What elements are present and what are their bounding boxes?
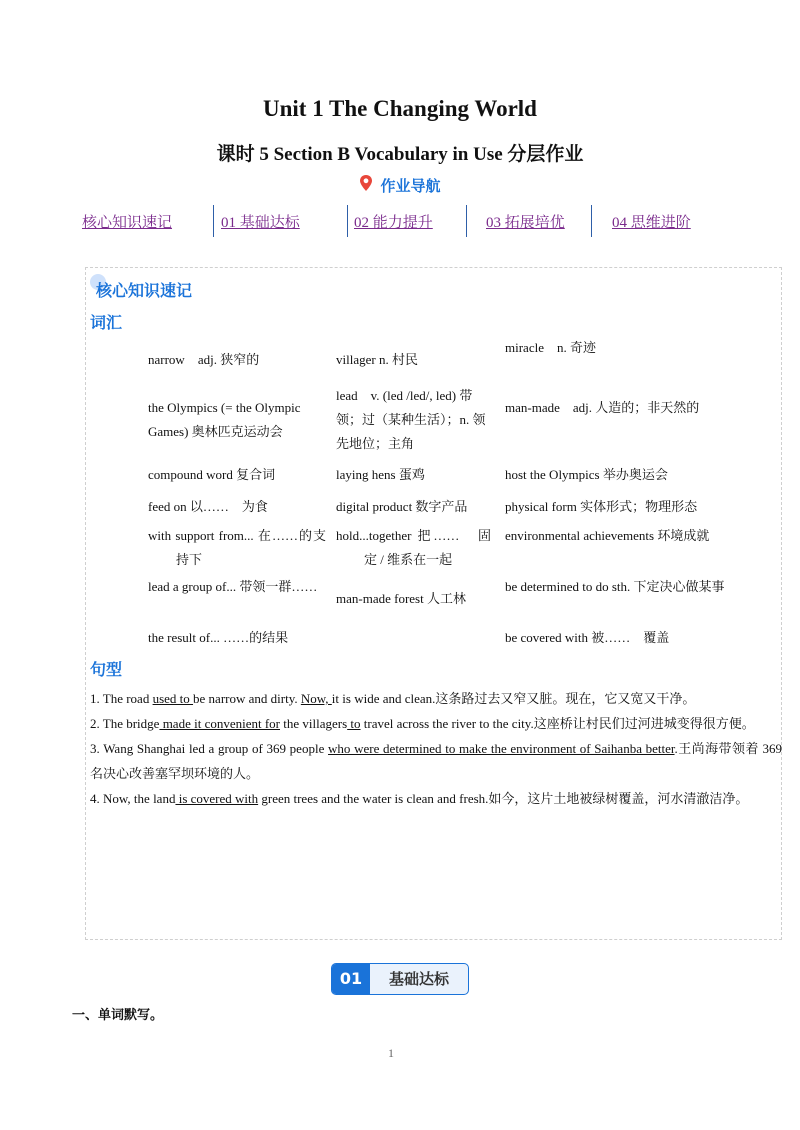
vocab-row — [148, 388, 748, 463]
nav-divider — [591, 205, 592, 237]
vocab-heading: 词汇 — [90, 313, 123, 332]
vocab-cell: man-made forest 人工林 — [336, 591, 466, 606]
nav-link-ability[interactable]: 02 能力提升 — [354, 215, 433, 231]
page-title: Unit 1 The Changing World — [263, 96, 537, 121]
vocab-cell: villager n. 村民 — [336, 352, 418, 367]
vocab-row — [148, 575, 748, 626]
vocab-cell: laying hens 蛋鸡 — [336, 467, 425, 482]
sentence-item: 1. The road used to be narrow and dirty. Now, it is wide and clean.这条路过去又窄又脏。现在，它又宽又干净。 — [90, 691, 696, 706]
vocab-cell: narrow adj. 狭窄的 — [148, 352, 260, 367]
vocab-cell: physical form 实体形式；物理形态 — [505, 499, 698, 514]
vocab-cell: be determined to do sth. 下定决心做某事 — [505, 579, 725, 594]
vocab-cell: with support from... 在……的支持下 — [148, 528, 326, 567]
vocab-cell: lead a group of... 带领一群…… — [148, 579, 318, 594]
vocab-cell: the Olympics (= the Olympic Games) 奥林匹克运动会 — [148, 400, 301, 439]
sentence-item: 3. Wang Shanghai led a group of 369 people who were determined to make the environment of Saihanba better.王尚海带领着 369 名决心改善塞罕坝环境的人。 — [90, 741, 783, 781]
nav-divider — [347, 205, 348, 237]
sentence-item: 4. Now, the land is covered with green trees and the water is clean and fresh.如今，这片土地被绿树覆盖，河水清澈洁净。 — [90, 791, 749, 806]
vocab-cell: man-made adj. 人造的；非天然的 — [505, 400, 700, 415]
nav-link-core-knowledge[interactable]: 核心知识速记 — [82, 215, 173, 231]
sentence-heading: 句型 — [90, 660, 123, 679]
vocab-cell: the result of... ……的结果 — [148, 630, 289, 645]
homework-nav — [80, 205, 720, 237]
vocab-cell: miracle n. 奇迹 — [505, 340, 596, 355]
question-heading: 一、单词默写。 — [72, 1008, 164, 1023]
vocab-row — [148, 524, 748, 575]
section-01-badge — [331, 963, 469, 995]
nav-heading — [0, 174, 800, 197]
nav-link-basic[interactable]: 01 基础达标 — [221, 215, 300, 231]
section-number: 01 — [332, 964, 370, 995]
vocab-cell: host the Olympics 举办奥运会 — [505, 467, 668, 482]
nav-divider — [466, 205, 467, 237]
sentence-item: 2. The bridge made it convenient for the villagers to travel across the river to the city.这座桥让村民们过河进城变得很方便。 — [90, 716, 755, 731]
vocab-cell: environmental achievements 环境成就 — [505, 528, 710, 543]
core-knowledge-heading: 核心知识速记 — [96, 278, 192, 301]
vocab-cell: lead v. (led /led/, led) 带领；过（某种生活）；n. 领先地位；主角 — [336, 388, 486, 451]
vocab-cell: feed on 以…… 为食 — [148, 499, 268, 514]
vocab-cell: be covered with 被…… 覆盖 — [505, 630, 670, 645]
sentence-list — [90, 686, 782, 811]
nav-link-extension[interactable]: 03 拓展培优 — [486, 215, 565, 231]
location-pin-icon — [359, 174, 373, 197]
nav-link-thinking[interactable]: 04 思维进阶 — [612, 215, 691, 231]
page-number: 1 — [388, 1046, 394, 1060]
nav-divider — [213, 205, 214, 237]
nav-heading-text: 作业导航 — [380, 177, 441, 195]
vocab-table — [148, 336, 748, 652]
page-subtitle: 课时 5 Section B Vocabulary in Use 分层作业 — [216, 144, 584, 165]
vocab-row — [148, 626, 748, 652]
vocab-row — [148, 495, 748, 524]
vocab-cell: compound word 复合词 — [148, 467, 276, 482]
vocab-cell: hold...together 把…… 固定 / 维系在一起 — [336, 528, 491, 567]
section-label: 基础达标 — [388, 970, 449, 988]
vocab-cell: digital product 数字产品 — [336, 499, 468, 514]
vocab-row — [148, 463, 748, 495]
